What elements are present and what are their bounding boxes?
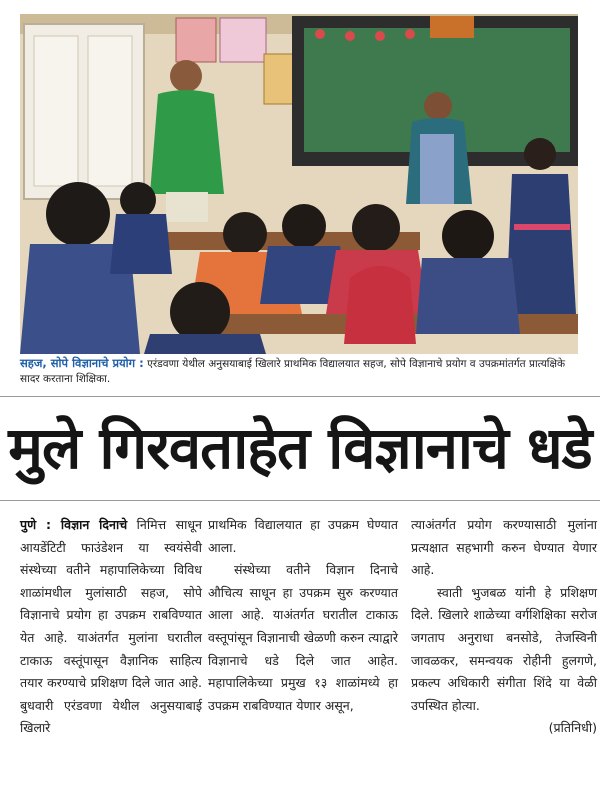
column-3-paragraph-1: त्याअंतर्गत प्रयोग करण्यासाठी मुलांना प्रत्यक्षात सहभागी करुन घेण्यात येणार आहे. bbox=[411, 517, 597, 578]
classroom-photo-illustration bbox=[20, 14, 578, 354]
divider-bottom bbox=[0, 500, 600, 501]
reporter-signature: (प्रतिनिधी) bbox=[548, 720, 597, 736]
caption-text: एरंडवणा येथील अनुसयाबाई खिलारे प्राथमिक विद्यालयात सहज, सोपे विज्ञानाचे प्रयोग व उपक्रमांतर्गत प्रात्यक्षिके सादर करताना शिक्षिका. bbox=[20, 358, 566, 385]
article-column-3 bbox=[411, 514, 597, 784]
article-body bbox=[20, 514, 600, 784]
article-column-1 bbox=[20, 514, 202, 784]
column-1-paragraph bbox=[20, 514, 202, 740]
caption-heading: सहज, सोपे विज्ञानाचे प्रयोग : bbox=[20, 356, 144, 370]
article-lead: पुणे : विज्ञान दिनाचे bbox=[20, 517, 128, 532]
photo-caption bbox=[20, 356, 580, 387]
column-1-text: निमित्त साधून आयडेंटिटी फाउंडेशन या स्वयंसेवी संस्थेच्या वतीने महापालिकेच्या विविध शाळांमधील मुलांसाठी सहज, सोपे विज्ञानाचे प्रयोग हा उपक्रम राबविण्यात येत आहे. याअंतर्गत मुलांना घरातील टाकाऊ वस्तूंपासून वैज्ञानिक साहित्य तयार करण्याचे प्रशिक्षण दिले जात आहे. बुधवारी एरंडवणा येथील अनुसयाबाई खिलारे bbox=[20, 517, 202, 736]
classroom-photo bbox=[20, 14, 578, 354]
column-3-paragraph-2: स्वाती भुजबळ यांनी हे प्रशिक्षण दिले. खिलारे शाळेच्या वर्गशिक्षिका सरोज जगताप अनुराधा बनसोडे, तेजस्विनी जावळकर, समन्वयक रोहीनी हुलगणे, प्रकल्प अधिकारी संगीता शिंदे या वेळी उपस्थित होत्या. bbox=[411, 584, 597, 713]
column-2-paragraph-2: संस्थेच्या वतीने विज्ञान दिनाचे औचित्य साधून हा उपक्रम सुरु करण्यात आला आहे. याअंतर्गत घरातील टाकाऊ वस्तूपांसून विज्ञानाची खेळणी करुन त्याद्वारे विज्ञानाचे धडे दिले जात आहेत. महापालिकेच्या प्रमुख १३ शाळांमध्ये हा उपक्रम राबविण्यात येणार असून, bbox=[208, 562, 398, 713]
article-headline: मुले गिरवताहेत विज्ञानाचे धडे bbox=[8, 414, 592, 482]
column-2-paragraph-1: प्राथमिक विद्यालयात हा उपक्रम घेण्यात आला. bbox=[208, 517, 398, 555]
divider-top bbox=[0, 396, 600, 397]
article-column-2 bbox=[208, 514, 398, 784]
